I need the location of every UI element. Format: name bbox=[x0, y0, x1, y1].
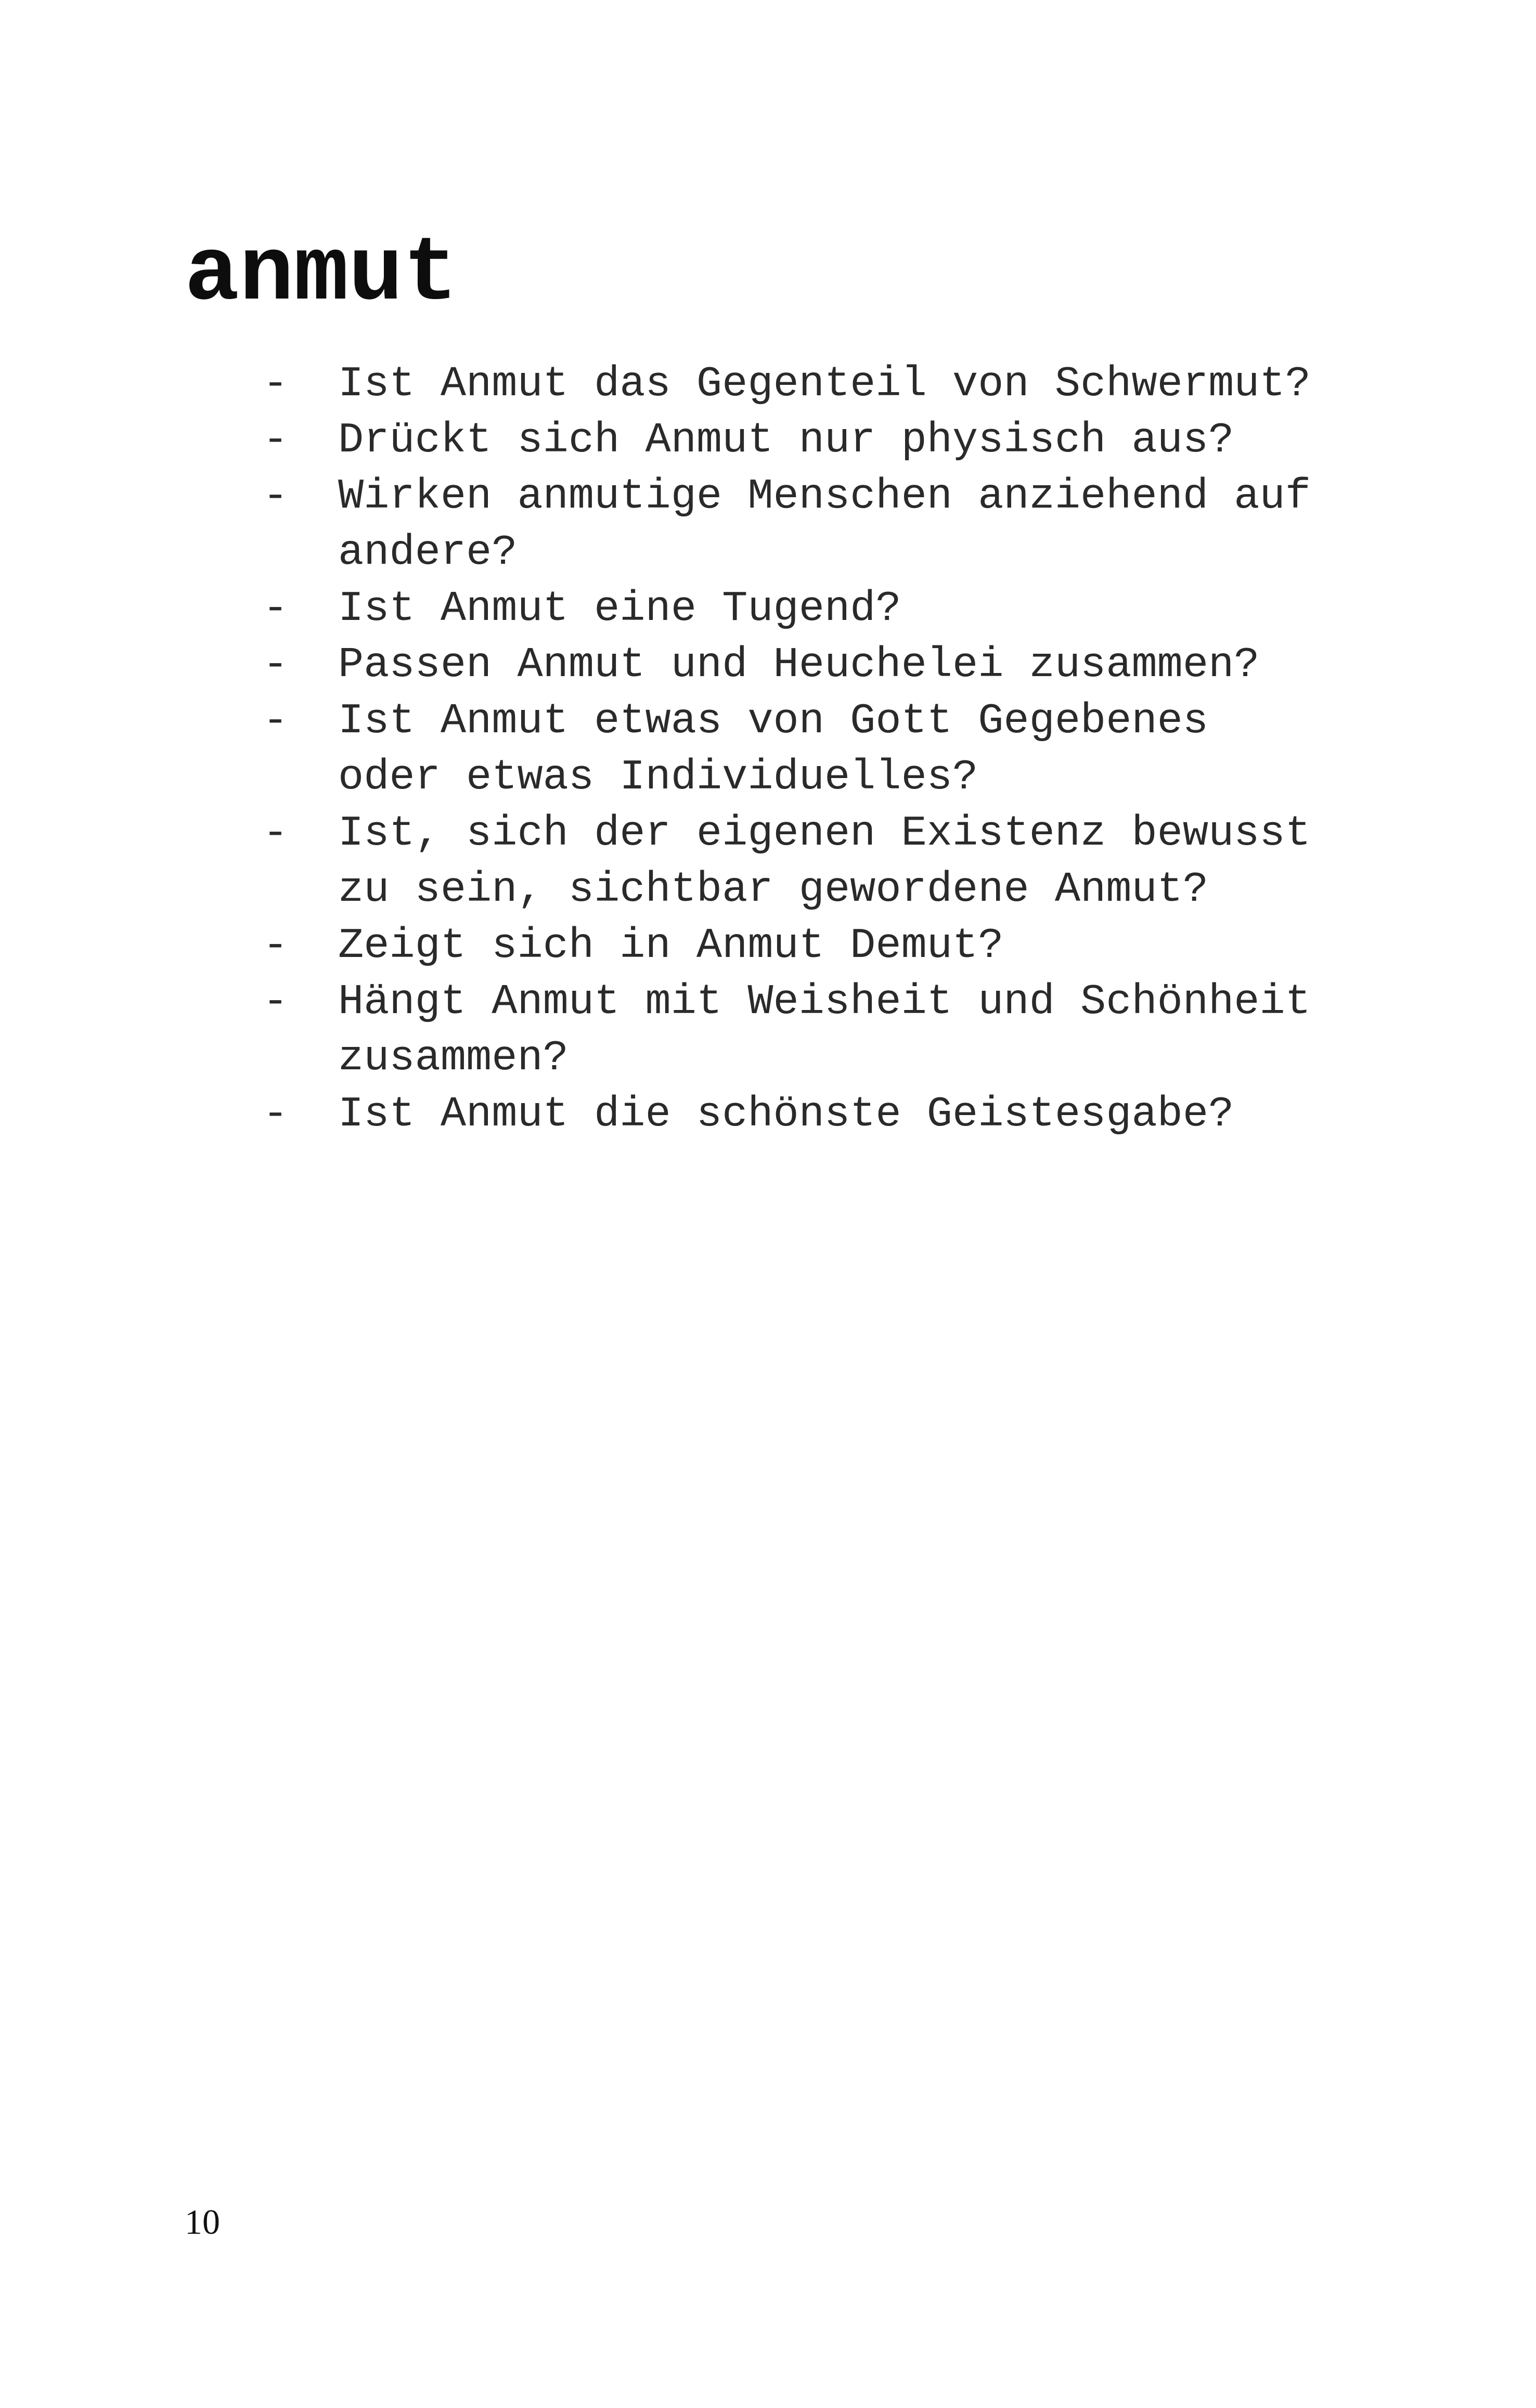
question-item bbox=[263, 356, 1355, 412]
bullet-dash: - bbox=[263, 585, 289, 633]
question-item bbox=[263, 1086, 1355, 1143]
question-item bbox=[263, 637, 1355, 693]
question-text-line: zusammen? bbox=[338, 1034, 569, 1082]
question-text-line: Ist Anmut die schönste Geistesgabe? bbox=[338, 1090, 1234, 1138]
page-number: 10 bbox=[185, 2202, 220, 2242]
page-title: anmut bbox=[185, 223, 458, 326]
question-item bbox=[263, 469, 1355, 581]
bullet-dash: - bbox=[263, 416, 289, 464]
bullet-dash: - bbox=[263, 697, 289, 745]
bullet-dash: - bbox=[263, 360, 289, 408]
question-text-line: Passen Anmut und Heuchelei zusammen? bbox=[338, 641, 1260, 689]
question-text-line: Ist Anmut etwas von Gott Gegebenes bbox=[338, 697, 1209, 745]
question-text-line: oder etwas Individuelles? bbox=[338, 753, 978, 801]
question-item bbox=[263, 412, 1355, 469]
question-item bbox=[263, 581, 1355, 637]
question-text-line: Drückt sich Anmut nur physisch aus? bbox=[338, 416, 1234, 464]
bullet-dash: - bbox=[263, 1090, 289, 1138]
question-item bbox=[263, 806, 1355, 918]
bullet-dash: - bbox=[263, 809, 289, 858]
question-text-line: Hängt Anmut mit Weisheit und Schönheit bbox=[338, 978, 1311, 1026]
question-text-line: Ist, sich der eigenen Existenz bewusst bbox=[338, 809, 1311, 858]
bullet-dash: - bbox=[263, 641, 289, 689]
question-text-line: Ist Anmut eine Tugend? bbox=[338, 585, 901, 633]
bullet-dash: - bbox=[263, 978, 289, 1026]
question-list bbox=[263, 356, 1355, 1143]
question-item bbox=[263, 693, 1355, 806]
question-item bbox=[263, 974, 1355, 1086]
bullet-dash: - bbox=[263, 472, 289, 521]
question-text-line: zu sein, sichtbar gewordene Anmut? bbox=[338, 865, 1209, 914]
question-text-line: Wirken anmutige Menschen anziehend auf bbox=[338, 472, 1311, 521]
question-item bbox=[263, 918, 1355, 974]
bullet-dash: - bbox=[263, 922, 289, 970]
question-text-line: Ist Anmut das Gegenteil von Schwermut? bbox=[338, 360, 1311, 408]
question-text-line: andere? bbox=[338, 528, 518, 577]
question-text-line: Zeigt sich in Anmut Demut? bbox=[338, 922, 1004, 970]
